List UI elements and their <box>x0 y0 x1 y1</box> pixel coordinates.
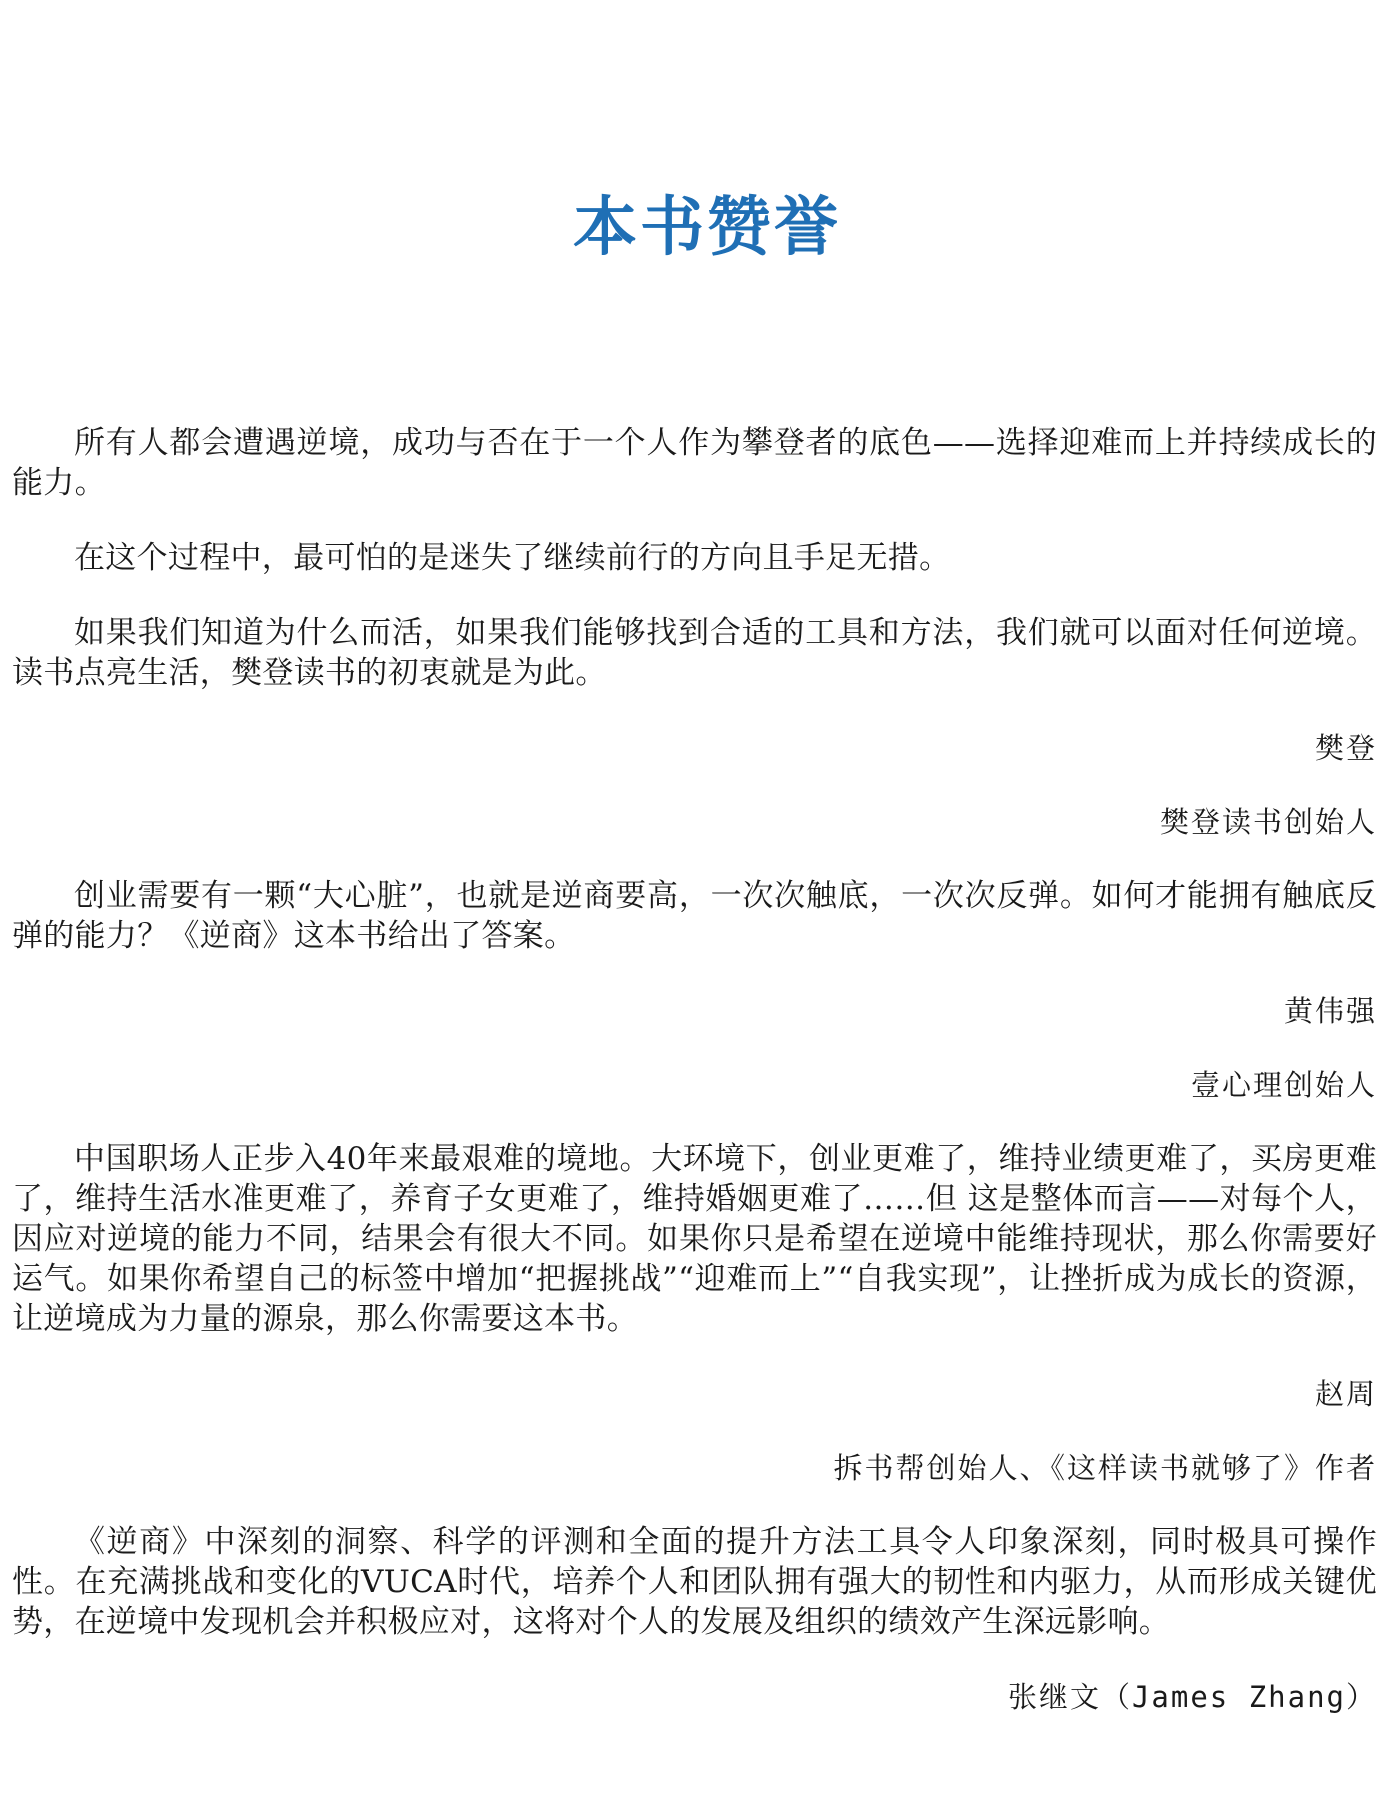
endorser-name: 赵周 <box>1314 1377 1377 1411</box>
endorsement-paragraph: 如果我们知道为什么而活，如果我们能够找到合适的工具和方法，我们就可以面对任何逆境。读书点亮生活，樊登读书的初衷就是为此。 <box>12 615 1377 691</box>
page-title: 本书赞誉 <box>573 191 841 265</box>
endorser-name: 樊登 <box>1314 731 1377 765</box>
endorsement-block <box>12 1139 1377 1488</box>
endorsements <box>12 423 1377 1751</box>
endorsement-paragraph: 创业需要有一颗“大心脏”，也就是逆商要高，一次次触底，一次次反弹。如何才能拥有触底反弹的能力？《逆商》这本书给出了答案。 <box>12 878 1377 954</box>
endorsement-block <box>12 876 1377 1105</box>
endorsement-block <box>12 423 1377 842</box>
endorser-role: 拆书帮创始人、《这样读书就够了》作者 <box>833 1451 1377 1485</box>
endorser-role: 壹心理创始人 <box>1190 1068 1377 1102</box>
endorsement-block <box>12 1522 1377 1717</box>
endorser-role: 樊登读书创始人 <box>1159 805 1377 839</box>
endorsement-paragraph: 在这个过程中，最可怕的是迷失了继续前行的方向且手足无措。 <box>74 540 951 576</box>
endorsement-paragraph: 中国职场人正步入40年来最艰难的境地。大环境下，创业更难了，维持业绩更难了，买房更难了，维持生活水准更难了，养育子女更难了，维持婚姻更难了……但 这是整体而言——对每个人，因应对逆境的能力不同，结果会有很大不同。如果你只是希望在逆境中能维持现状，那么你需要好运气。如果你希望自己的标签中增加“把握挑战”“迎难而上”“自我实现”，让挫折成为成长的资源，让逆境成为力量的源泉，那么你需要这本书。 <box>12 1141 1377 1337</box>
endorser-name: 张继文（James Zhang） <box>1007 1680 1377 1714</box>
endorsement-paragraph: 所有人都会遭遇逆境，成功与否在于一个人作为攀登者的底色——选择迎难而上并持续成长的能力。 <box>12 425 1377 501</box>
endorser-name: 黄伟强 <box>1283 994 1377 1028</box>
endorsement-paragraph: 《逆商》中深刻的洞察、科学的评测和全面的提升方法工具令人印象深刻，同时极具可操作性。在充满挑战和变化的VUCA时代，培养个人和团队拥有强大的韧性和内驱力，从而形成关键优势，在逆境中发现机会并积极应对，这将对个人的发展及组织的绩效产生深远影响。 <box>12 1524 1377 1640</box>
page <box>12 0 1377 1800</box>
